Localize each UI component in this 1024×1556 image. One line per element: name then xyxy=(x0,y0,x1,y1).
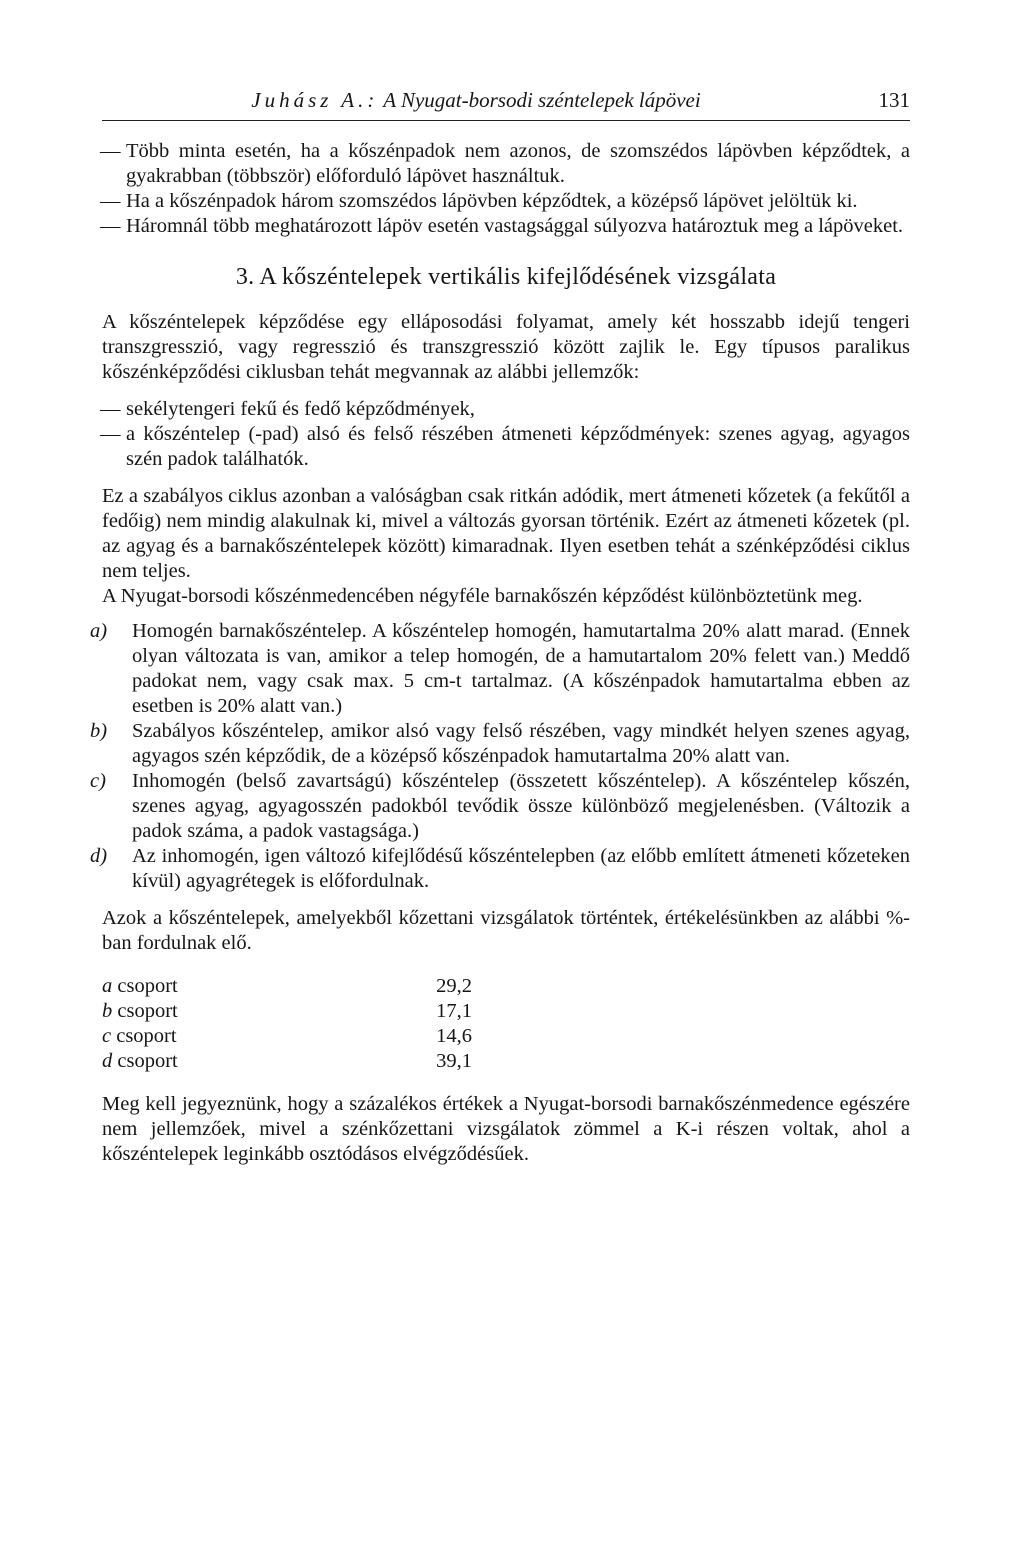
page-body xyxy=(90,139,910,1167)
list-item: — sekélytengeri fekű és fedő képződmények, xyxy=(102,397,910,422)
list-item-text: Homogén barnakőszéntelep. A kőszéntelep homogén, hamutartalma 20% alatt marad. (Ennek olyan változata is van, amikor a telep homogén, de a hamutartalom 20% felett van.) Meddő padokat nem, vagy csak max. 5 cm-t tartalmaz. (A kőszénpadok hamutartalma ebben az esetben is 20% alatt van.) xyxy=(132,620,910,717)
method-list xyxy=(102,139,910,239)
list-item: — Több minta esetén, ha a kőszénpadok nem azonos, de szomszédos lápövben képződtek, a gyakrabban (többször) előforduló lápövet használtuk. xyxy=(102,139,910,189)
list-marker: d) xyxy=(90,845,108,867)
running-header xyxy=(102,84,910,121)
header-author: Juhász A.: xyxy=(251,88,379,112)
group-letter: d xyxy=(102,1050,113,1072)
group-label: csoport xyxy=(117,975,178,997)
intro-paragraph: A kőszéntelepek képződése egy elláposodási folyamat, amely két hosszabb idejű tengeri transzgresszió, vagy regresszió és transzgresszió között zajlik le. Egy típusos paralikus kőszénképződési ciklusban tehát megvannak az alábbi jellemzők: xyxy=(102,311,910,383)
table-row xyxy=(102,999,482,1024)
group-label: csoport xyxy=(116,1025,177,1047)
list-item: — Háromnál több meghatározott lápöv esetén vastagsággal súlyozva határoztuk meg a lápöveket. xyxy=(102,214,910,239)
section-heading: 3. A kőszéntelepek vertikális kifejlődésének vizsgálata xyxy=(235,264,777,290)
group-value: 29,2 xyxy=(436,975,472,997)
cycle-paragraph: Ez a szabályos ciklus azonban a valóságban csak ritkán adódik, mert átmeneti kőzetek (a fekűtől a fedőig) nem mindig alakulnak ki, mivel a változás gyorsan történik. Ezért az átmeneti kőzetek (pl. az agyag és a barnakőszéntelepek között) kimaradnak. Ilyen esetben tehát a szénképződési ciklus nem teljes. xyxy=(102,485,910,582)
header-title: A Nyugat-borsodi széntelepek lápövei xyxy=(383,88,701,112)
group-letter: c xyxy=(102,1025,112,1047)
list-marker: c) xyxy=(90,770,106,792)
list-item xyxy=(90,719,910,769)
group-letter: a xyxy=(102,975,113,997)
list-item xyxy=(90,619,910,719)
list-item-text: Inhomogén (belső zavartságú) kőszéntelep (összetett kőszéntelep). A kőszéntelep kőszén, szenes agyag, agyagosszén padokból tevődik össze különböző megjelenésben. (Változik a padok száma, a padok vastagsága.) xyxy=(132,770,910,842)
list-item-text: Szabályos kőszéntelep, amikor alsó vagy felső részében, vagy mindkét helyen szenes agyag, agyagos szén képződik, de a középső kőszénpadok hamutartalma 20% alatt van. xyxy=(132,720,910,767)
group-label: csoport xyxy=(117,1050,178,1072)
table-row xyxy=(102,1024,482,1049)
list-marker: a) xyxy=(90,620,108,642)
table-row xyxy=(102,974,482,999)
list-item xyxy=(90,844,910,894)
document-page xyxy=(90,84,910,1524)
group-table xyxy=(102,974,482,1074)
list-item: — Ha a kőszénpadok három szomszédos lápövben képződtek, a középső lápövet jelöltük ki. xyxy=(102,189,910,214)
table-row xyxy=(102,1049,482,1074)
group-letter: b xyxy=(102,1000,113,1022)
groups-paragraph: Azok a kőszéntelepek, amelyekből kőzettani vizsgálatok történtek, értékelésünkben az alábbi %-ban fordulnak elő. xyxy=(102,907,910,954)
list-marker: b) xyxy=(90,720,108,742)
group-value: 14,6 xyxy=(436,1025,472,1047)
group-value: 39,1 xyxy=(436,1050,472,1072)
group-value: 17,1 xyxy=(436,1000,472,1022)
group-label: csoport xyxy=(117,1000,178,1022)
list-item: — a kőszéntelep (-pad) alsó és felső részében átmeneti képződmények: szenes agyag, agyagos szén padok találhatók. xyxy=(102,422,910,472)
running-title xyxy=(102,88,850,113)
types-paragraph: A Nyugat-borsodi kőszénmedencében négyféle barnakőszén képződést különböztetünk meg. xyxy=(102,585,863,607)
final-paragraph: Meg kell jegyeznünk, hogy a százalékos értékek a Nyugat-borsodi barnakőszénmedence egészére nem jellemzőek, mivel a szénkőzettani vizsgálatok zömmel a K-i részen voltak, ahol a kőszéntelepek leginkább osztódásos elvégződésűek. xyxy=(102,1093,910,1165)
page-number: 131 xyxy=(878,88,910,112)
feature-list xyxy=(102,397,910,472)
coal-type-list xyxy=(90,619,910,894)
list-item-text: Az inhomogén, igen változó kifejlődésű kőszéntelepben (az előbb említett átmeneti kőzeteken kívül) agyagrétegek is előfordulnak. xyxy=(132,845,910,892)
list-item xyxy=(90,769,910,844)
